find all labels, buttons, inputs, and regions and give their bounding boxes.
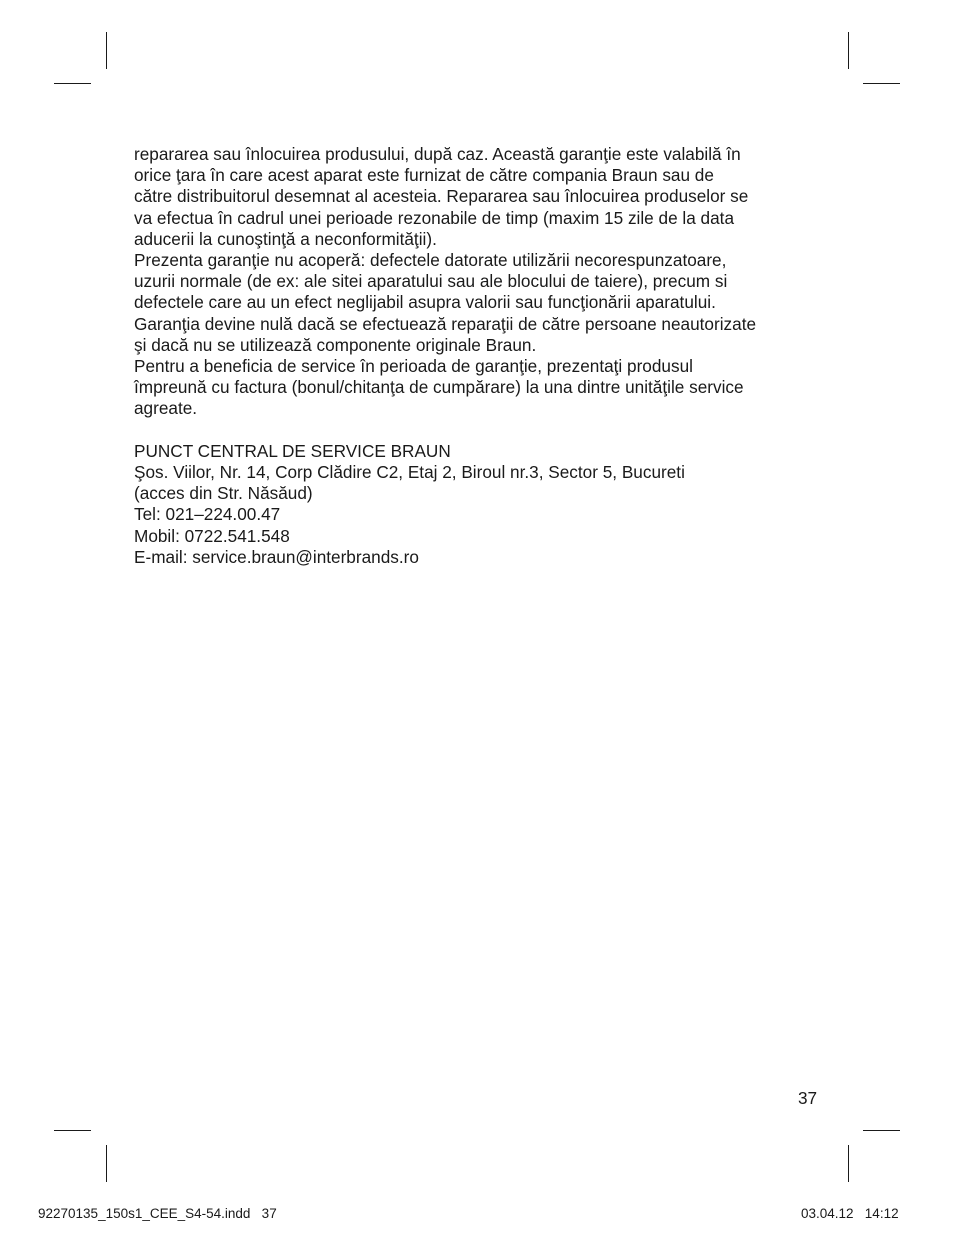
- body-line: uzurii normale (de ex: ale sitei aparatului sau ale blocului de taiere), precum si: [134, 271, 728, 292]
- crop-mark-top-left-vertical: [106, 32, 107, 69]
- crop-mark-bottom-right-horizontal: [863, 1130, 900, 1131]
- slug-file-info: 92270135_150s1_CEE_S4-54.indd 37: [38, 1206, 277, 1221]
- service-center-mobile: Mobil: 0722.541.548: [134, 525, 290, 546]
- paragraph-spacer: [134, 420, 834, 441]
- crop-mark-bottom-left-horizontal: [54, 1130, 91, 1131]
- crop-mark-top-right-vertical: [848, 32, 849, 69]
- body-line: va efectua în cadrul unei perioade rezonabile de timp (maxim 15 zile de la data: [134, 207, 735, 228]
- body-line: către distribuitorul desemnat al acesteia. Repararea sau înlocuirea produselor se: [134, 186, 749, 207]
- crop-mark-top-left-horizontal: [54, 83, 91, 84]
- body-line: repararea sau înlocuirea produsului, după caz. Această garanţie este valabilă în: [134, 144, 741, 164]
- page-number: 37: [798, 1088, 818, 1108]
- body-line: Garanţia devine nulă dacă se efectuează reparaţii de către persoane neautorizate: [134, 313, 757, 334]
- body-line: Pentru a beneficia de service în perioada de garanţie, prezentaţi produsul: [134, 356, 693, 377]
- crop-mark-bottom-right-vertical: [848, 1145, 849, 1182]
- service-center-title: PUNCT CENTRAL DE SERVICE BRAUN: [134, 440, 451, 461]
- body-line: Prezenta garanţie nu acoperă: defectele datorate utilizării necorespunzatoare,: [134, 250, 727, 271]
- body-line: orice ţara în care acest aparat este furnizat de către compania Braun sau de: [134, 165, 714, 186]
- crop-mark-top-right-horizontal: [863, 83, 900, 84]
- crop-mark-bottom-left-vertical: [106, 1145, 107, 1182]
- body-line: împreună cu factura (bonul/chitanţa de cumpărare) la una dintre unităţile service: [134, 377, 744, 398]
- body-line: aducerii la cunoştinţă a neconformităţii).: [134, 228, 437, 249]
- body-line: şi dacă nu se utilizează componente originale Braun.: [134, 334, 537, 355]
- service-center-email: E-mail: service.braun@interbrands.ro: [134, 546, 419, 567]
- service-center-block: [134, 441, 834, 568]
- body-line: agreate.: [134, 398, 198, 419]
- slug-datetime: 03.04.12 14:12: [801, 1206, 899, 1221]
- warranty-text-block: [134, 144, 834, 568]
- service-center-address-access: (acces din Str. Năsăud): [134, 483, 313, 504]
- body-line: defectele care au un efect neglijabil asupra valorii sau funcţionării aparatului.: [134, 292, 716, 313]
- service-center-phone: Tel: 021–224.00.47: [134, 504, 281, 525]
- service-center-address: Şos. Viilor, Nr. 14, Corp Clădire C2, Etaj 2, Biroul nr.3, Sector 5, Bucureti: [134, 462, 685, 483]
